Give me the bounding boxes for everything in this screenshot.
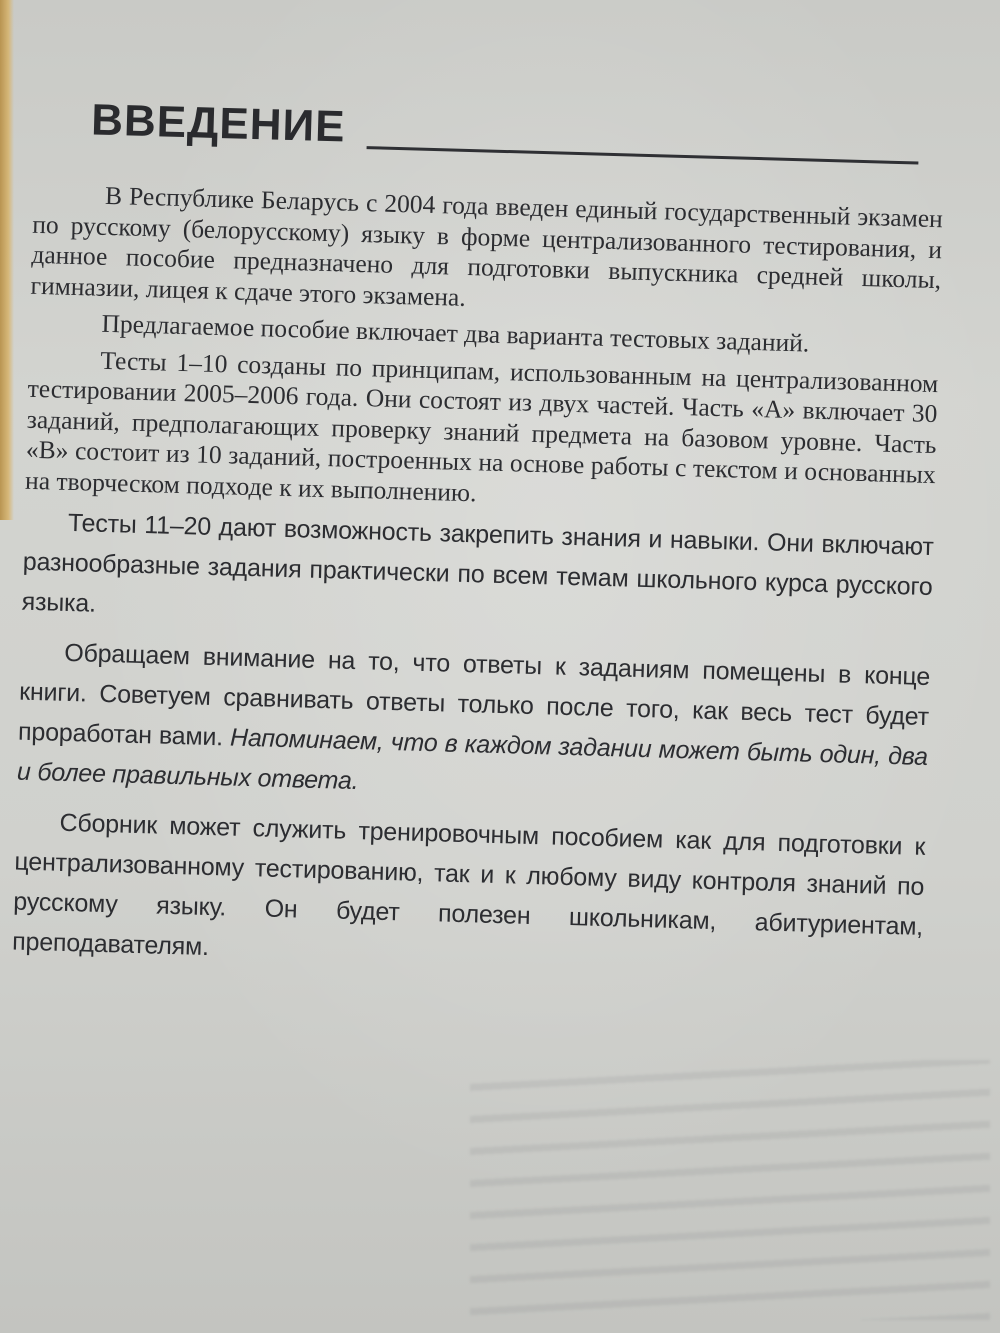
paragraph-tests-11-20: Тесты 11–20 дают возможность закрепить знания и навыки. Они включают разнообразные задания практически по всем темам школьного курса русского языка. [21, 508, 935, 618]
body-text [11, 179, 943, 997]
heading-row [90, 94, 921, 177]
paragraph-answers-italic: Напоминаем, что в каждом задании может быть один, два и более правильных ответа. [16, 723, 929, 796]
paragraph-answers-text: Обращаем внимание на то, что ответы к заданиям помещены в конце книги. Советуем сравнивать ответы только после того, как весь тест будет проработан вами. [17, 638, 931, 752]
paragraph-contents: Предлагаемое пособие включает два варианта тестовых заданий. [101, 308, 810, 358]
paragraph-usage: Сборник может служить тренировочным пособием как для подготовки к централизованному тестированию, так и к любому виду контроля знаний по русскому языку. Он будет полезен школьникам, абитуриентам, преподавателям. [11, 808, 926, 961]
heading-underline [367, 146, 919, 164]
paragraph-answers [16, 632, 930, 817]
chapter-heading: ВВЕДЕНИЕ [90, 95, 347, 152]
paragraph-intro: В Республике Беларусь с 2004 года введен единый государственный экзамен по русскому (белорусскому) языку в форме централизованного тестирования, и данное пособие предназначено для подготовки выпускника средней школы, гимназии, лицея к сдаче этого экзамена. [30, 180, 944, 312]
paragraph-tests-1-10: Тесты 1–10 созданы по принципам, использованным на централизованном тестировании 2005–2006 года. Они состоят из двух частей. Часть «А» включает 30 заданий, предполагающих проверку знаний предмета на базовом уровне. Часть «В» состоит из 10 заданий, построенных на основе работы с текстом и основанных на творческом подходе к их выполнению. [24, 345, 939, 507]
